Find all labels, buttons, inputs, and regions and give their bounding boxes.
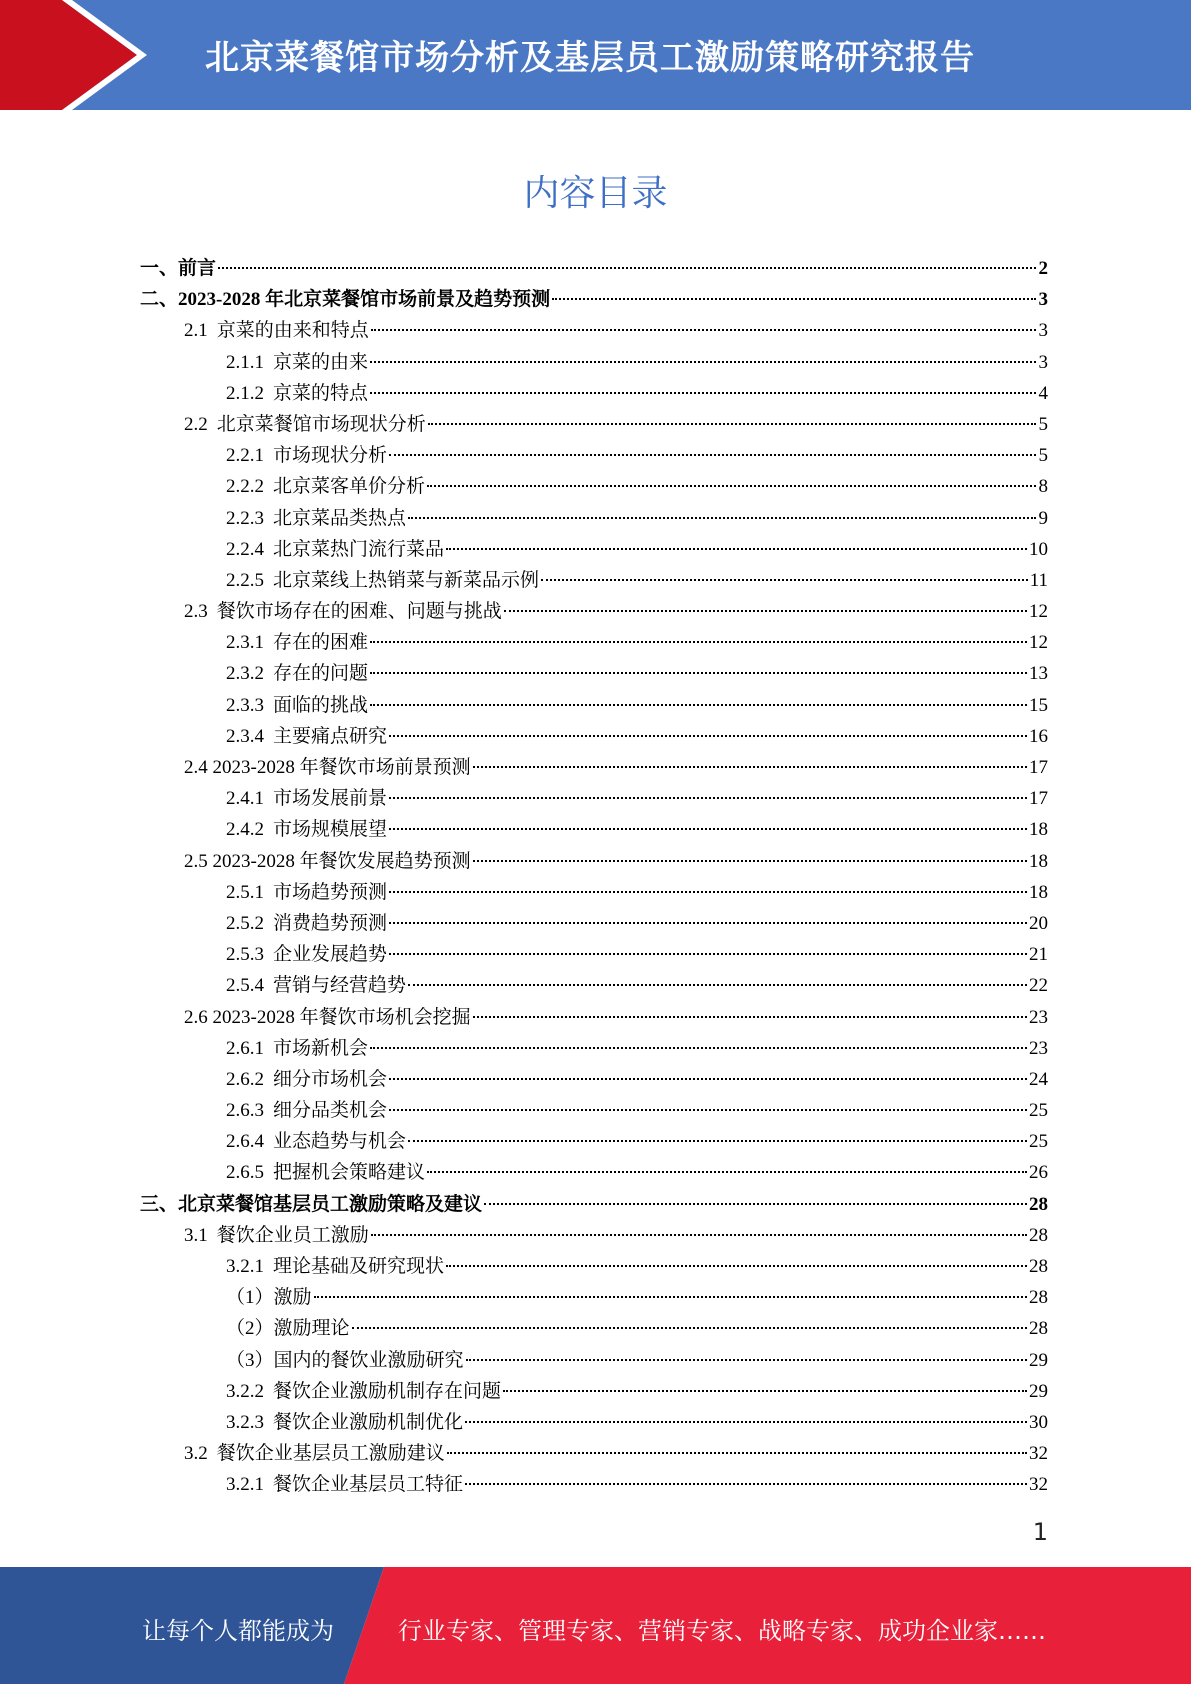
toc-entry-page: 2: [1038, 258, 1048, 279]
toc-entry[interactable]: [140, 315, 1048, 346]
toc-entry-number: 2.3.3: [226, 694, 264, 716]
toc-dot-leader: [389, 953, 1027, 955]
toc-entry[interactable]: [140, 1126, 1048, 1157]
toc-entry-page: 10: [1029, 538, 1048, 560]
toc-entry[interactable]: [140, 378, 1048, 409]
toc-dot-leader: [218, 267, 1036, 269]
toc-entry-label: 餐饮企业激励机制存在问题: [273, 1380, 502, 1402]
toc-entry-label: 理论基础及研究现状: [273, 1256, 445, 1277]
toc-entry-label: 市场规模展望: [273, 819, 388, 841]
toc-entry[interactable]: [140, 658, 1048, 689]
toc-entry-label: 面临的挑战: [273, 694, 369, 716]
toc-entry[interactable]: [140, 440, 1048, 471]
toc-dot-leader: [389, 922, 1027, 924]
toc-entry-page: 30: [1029, 1411, 1048, 1433]
toc-entry-label: 京菜的由来和特点: [216, 320, 369, 342]
toc-dot-leader: [314, 1296, 1027, 1298]
page-number: 1: [1032, 1518, 1048, 1546]
toc-entry[interactable]: [140, 970, 1048, 1001]
toc-entry-page: 18: [1029, 881, 1048, 903]
toc-entry-number: 2.5.2: [226, 912, 264, 934]
toc-dot-leader: [389, 454, 1036, 456]
toc-entry-label: 存在的问题: [273, 663, 369, 685]
toc-dot-leader: [473, 1016, 1027, 1018]
toc-entry-label: 三、北京菜餐馆基层员工激励策略及建议: [140, 1193, 483, 1215]
toc-entry-page: 21: [1029, 944, 1048, 966]
toc-entry-page: 28: [1029, 1193, 1048, 1215]
toc-dot-leader: [447, 1452, 1027, 1454]
toc-dot-leader: [504, 610, 1027, 612]
toc-entry-number: 3.2: [184, 1443, 208, 1465]
toc-entry-label: 市场发展前景: [273, 788, 388, 810]
toc-entry[interactable]: [140, 1002, 1048, 1033]
toc-entry-number: 2.1: [184, 320, 208, 342]
toc-dot-leader: [446, 548, 1027, 550]
toc-entry-label: 北京菜餐馆市场现状分析: [216, 413, 426, 435]
toc-entry-page: 32: [1029, 1443, 1048, 1465]
toc-entry[interactable]: [140, 939, 1048, 970]
toc-entry-page: 12: [1029, 632, 1048, 654]
toc-dot-leader: [371, 1234, 1027, 1236]
toc-entry[interactable]: [140, 471, 1048, 502]
toc-entry-label: 2.6 2023-2028 年餐饮市场机会挖掘: [184, 1006, 471, 1028]
toc-dot-leader: [389, 1078, 1027, 1080]
toc-entry-number: 2.5.1: [226, 881, 264, 903]
toc-entry-label: 北京菜线上热销菜与新菜品示例: [273, 569, 540, 591]
toc-dot-leader: [473, 766, 1027, 768]
toc-entry-page: 24: [1029, 1068, 1048, 1090]
toc-entry-number: 2.1.2: [226, 382, 264, 404]
toc-entry-page: 8: [1038, 476, 1048, 498]
toc-entry-label: 市场趋势预测: [273, 881, 388, 903]
toc-entry-number: 2.2.1: [226, 445, 264, 467]
toc-entry-page: 9: [1038, 507, 1048, 529]
toc-entry-number: 3.2.1: [226, 1256, 264, 1277]
toc-entry-page: 26: [1029, 1162, 1048, 1184]
toc-dot-leader: [466, 1359, 1027, 1361]
toc-entry[interactable]: [140, 1345, 1048, 1376]
header-chevron-decoration: [0, 0, 150, 110]
table-of-contents: [140, 253, 1048, 1501]
footer-banner: [0, 1567, 1191, 1684]
toc-entry-number: 2.2.2: [226, 476, 264, 498]
toc-entry-label: 一、前言: [140, 258, 217, 279]
toc-dot-leader: [389, 828, 1027, 830]
toc-entry-page: 22: [1029, 975, 1048, 997]
toc-entry-page: 23: [1029, 1006, 1048, 1028]
toc-entry[interactable]: [140, 690, 1048, 721]
toc-entry-page: 15: [1029, 694, 1048, 716]
toc-entry[interactable]: [140, 565, 1048, 596]
toc-dot-leader: [427, 1171, 1027, 1173]
toc-entry-page: 3: [1038, 289, 1048, 311]
toc-entry[interactable]: [140, 877, 1048, 908]
toc-entry-number: 3.2.1: [226, 1474, 264, 1496]
toc-entry-label: 细分市场机会: [273, 1068, 388, 1090]
toc-entry-label: 主要痛点研究: [273, 725, 388, 747]
toc-entry-number: 2.2: [184, 413, 208, 435]
toc-entry[interactable]: [140, 783, 1048, 814]
toc-entry-page: 18: [1029, 850, 1048, 872]
footer-slogan-right: 行业专家、管理专家、营销专家、战略专家、成功企业家……: [398, 1617, 1046, 1645]
toc-entry-number: 3.2.2: [226, 1380, 264, 1402]
toc-entry[interactable]: [140, 627, 1048, 658]
report-title: 北京菜餐馆市场分析及基层员工激励策略研究报告: [205, 38, 975, 78]
toc-dot-leader: [371, 329, 1036, 331]
toc-dot-leader: [473, 860, 1027, 862]
toc-dot-leader: [484, 1203, 1027, 1205]
toc-entry-label: 企业发展趋势: [273, 944, 388, 966]
toc-entry[interactable]: [140, 1251, 1048, 1282]
toc-entry-number: 2.3: [184, 601, 208, 623]
toc-dot-leader: [389, 891, 1027, 893]
toc-dot-leader: [370, 672, 1027, 674]
toc-entry-number: 2.6.4: [226, 1131, 264, 1153]
toc-dot-leader: [541, 579, 1028, 581]
toc-heading: 内容目录: [523, 173, 668, 214]
toc-entry-page: 29: [1029, 1380, 1048, 1402]
toc-entry-label: 餐饮企业激励机制优化: [273, 1411, 464, 1433]
toc-entry-label: （3）国内的餐饮业激励研究: [226, 1349, 464, 1371]
toc-entry-label: 市场新机会: [273, 1037, 369, 1059]
toc-entry-number: 2.2.3: [226, 507, 264, 529]
toc-dot-leader: [408, 517, 1036, 519]
toc-entry[interactable]: [140, 1189, 1048, 1220]
toc-entry-page: 13: [1029, 663, 1048, 685]
toc-entry[interactable]: [140, 1438, 1048, 1469]
toc-entry[interactable]: [140, 814, 1048, 845]
toc-entry-page: 18: [1029, 819, 1048, 841]
toc-entry-number: 2.6.2: [226, 1068, 264, 1090]
toc-entry-label: 市场现状分析: [273, 445, 388, 467]
toc-entry-label: 存在的困难: [273, 632, 369, 654]
toc-entry[interactable]: [140, 721, 1048, 752]
toc-entry-number: 2.5.4: [226, 975, 264, 997]
toc-entry-number: 2.3.2: [226, 663, 264, 685]
toc-entry-page: 25: [1029, 1131, 1048, 1153]
toc-entry[interactable]: [140, 1220, 1048, 1251]
toc-entry-page: 29: [1029, 1349, 1048, 1371]
toc-entry-number: 2.3.1: [226, 632, 264, 654]
toc-entry[interactable]: [140, 1313, 1048, 1344]
toc-entry-page: 20: [1029, 912, 1048, 934]
toc-entry[interactable]: [140, 1064, 1048, 1095]
toc-entry[interactable]: [140, 253, 1048, 284]
toc-dot-leader: [428, 423, 1036, 425]
toc-entry[interactable]: [140, 752, 1048, 783]
toc-entry[interactable]: [140, 347, 1048, 378]
toc-dot-leader: [370, 1047, 1027, 1049]
toc-entry-label: 把握机会策略建议: [273, 1162, 426, 1184]
toc-entry-number: 2.4.2: [226, 819, 264, 841]
toc-entry[interactable]: [140, 409, 1048, 440]
toc-entry[interactable]: [140, 908, 1048, 939]
toc-entry[interactable]: [140, 1407, 1048, 1438]
toc-entry-number: 2.2.4: [226, 538, 264, 560]
footer-slogan-left: 让每个人都能成为: [142, 1617, 334, 1645]
toc-entry-page: 25: [1029, 1100, 1048, 1122]
toc-entry-page: 3: [1038, 351, 1048, 373]
toc-entry-page: 23: [1029, 1037, 1048, 1059]
toc-entry-label: 北京菜客单价分析: [273, 476, 426, 498]
toc-entry-number: 2.5.3: [226, 944, 264, 966]
toc-entry[interactable]: [140, 284, 1048, 315]
toc-entry-label: 京菜的特点: [273, 382, 369, 404]
toc-entry[interactable]: [140, 1282, 1048, 1313]
toc-entry-label: 餐饮企业员工激励: [216, 1224, 369, 1246]
toc-entry-page: 28: [1029, 1318, 1048, 1340]
toc-entry-page: 5: [1038, 413, 1048, 435]
toc-dot-leader: [370, 704, 1027, 706]
toc-entry-page: 3: [1038, 320, 1048, 342]
toc-entry-number: 3.1: [184, 1224, 208, 1246]
toc-entry-label: 二、2023-2028 年北京菜餐馆市场前景及趋势预测: [140, 289, 551, 311]
toc-entry-label: 业态趋势与机会: [273, 1131, 407, 1153]
toc-entry[interactable]: [140, 1157, 1048, 1188]
toc-dot-leader: [389, 797, 1027, 799]
toc-entry-page: 16: [1029, 725, 1048, 747]
toc-entry-label: 细分品类机会: [273, 1100, 388, 1122]
toc-entry-page: 5: [1038, 445, 1048, 467]
toc-entry-number: 2.6.1: [226, 1037, 264, 1059]
toc-entry-label: （2）激励理论: [226, 1318, 350, 1340]
toc-entry-label: 2.5 2023-2028 年餐饮发展趋势预测: [184, 850, 471, 872]
toc-entry-label: 北京菜品类热点: [273, 507, 407, 529]
toc-entry[interactable]: [140, 1376, 1048, 1407]
toc-entry-page: 12: [1029, 601, 1048, 623]
toc-entry-label: 北京菜热门流行菜品: [273, 538, 445, 560]
toc-dot-leader: [370, 392, 1036, 394]
header-banner: [0, 0, 1191, 110]
toc-entry[interactable]: [140, 846, 1048, 877]
toc-entry-number: 2.6.5: [226, 1162, 264, 1184]
toc-dot-leader: [408, 1140, 1027, 1142]
toc-dot-leader: [503, 1390, 1027, 1392]
toc-entry-number: 3.2.3: [226, 1411, 264, 1433]
toc-entry[interactable]: [140, 1033, 1048, 1064]
toc-dot-leader: [370, 361, 1036, 363]
toc-dot-leader: [370, 641, 1027, 643]
toc-dot-leader: [465, 1483, 1027, 1485]
toc-entry-page: 32: [1029, 1474, 1048, 1496]
toc-dot-leader: [465, 1421, 1027, 1423]
toc-entry-number: 2.4.1: [226, 788, 264, 810]
toc-dot-leader: [552, 298, 1036, 300]
toc-entry[interactable]: [140, 1095, 1048, 1126]
toc-entry-page: 28: [1029, 1256, 1048, 1277]
toc-entry[interactable]: [140, 1469, 1048, 1500]
toc-entry-page: 11: [1029, 569, 1048, 591]
toc-entry-page: 17: [1029, 757, 1048, 778]
toc-entry[interactable]: [140, 596, 1048, 627]
toc-entry-page: 17: [1029, 788, 1048, 810]
toc-dot-leader: [427, 485, 1036, 487]
toc-dot-leader: [352, 1327, 1027, 1329]
toc-entry-label: 餐饮市场存在的困难、问题与挑战: [216, 601, 502, 623]
toc-entry-label: 京菜的由来: [273, 351, 369, 373]
toc-entry-label: 营销与经营趋势: [273, 975, 407, 997]
toc-entry-page: 28: [1029, 1224, 1048, 1246]
toc-entry[interactable]: [140, 534, 1048, 565]
toc-entry-number: 2.6.3: [226, 1100, 264, 1122]
toc-entry-label: 2.4 2023-2028 年餐饮市场前景预测: [184, 757, 471, 778]
toc-entry-page: 4: [1038, 382, 1048, 404]
toc-dot-leader: [389, 735, 1027, 737]
toc-entry-label: 餐饮企业基层员工特征: [273, 1474, 464, 1496]
toc-entry-number: 2.2.5: [226, 569, 264, 591]
toc-dot-leader: [389, 1109, 1027, 1111]
toc-entry-page: 28: [1029, 1287, 1048, 1309]
toc-entry-number: 2.1.1: [226, 351, 264, 373]
toc-dot-leader: [446, 1265, 1027, 1267]
toc-entry-label: （1）激励: [226, 1287, 312, 1309]
toc-dot-leader: [408, 984, 1027, 986]
toc-entry-number: 2.3.4: [226, 725, 264, 747]
toc-entry-label: 消费趋势预测: [273, 912, 388, 934]
toc-entry-label: 餐饮企业基层员工激励建议: [216, 1443, 445, 1465]
toc-entry[interactable]: [140, 503, 1048, 534]
